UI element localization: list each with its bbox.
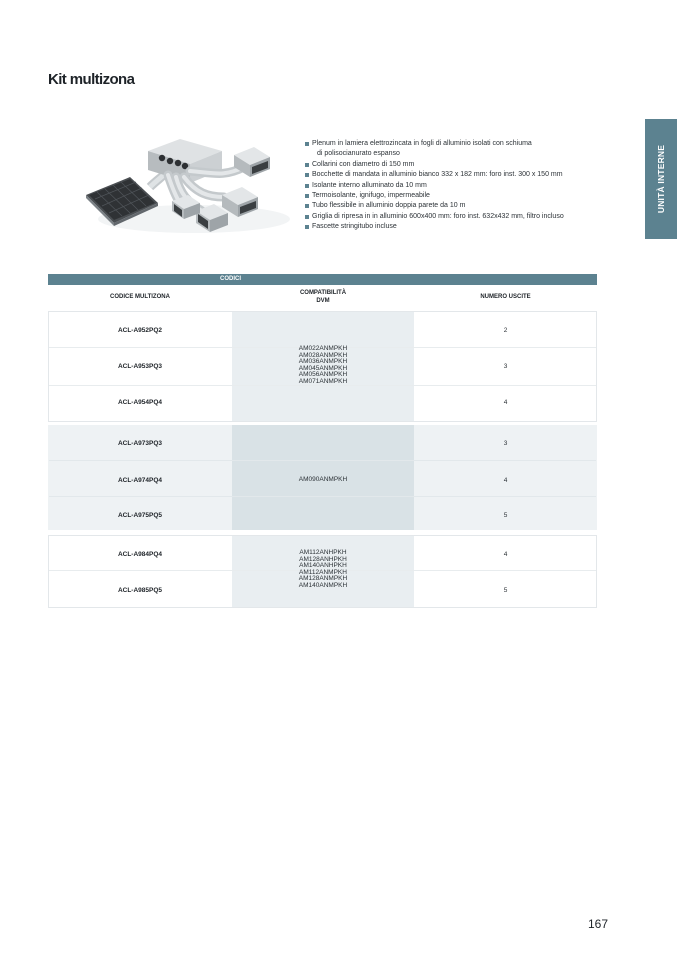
compat-model: AM045ANMPKH bbox=[298, 364, 348, 372]
compat-model: AM128ANMPKH bbox=[298, 575, 348, 583]
row-divider bbox=[49, 460, 596, 461]
column-header-code: CODICE MULTIZONA bbox=[110, 294, 170, 300]
multizone-kit-image bbox=[84, 137, 290, 242]
bullet-square-icon bbox=[305, 142, 309, 146]
page-title: Kit multizona bbox=[48, 71, 135, 88]
compat-list bbox=[232, 346, 414, 386]
table-header-band bbox=[48, 274, 597, 285]
feature-list bbox=[305, 139, 605, 233]
compat-model: AM056ANMPKH bbox=[298, 371, 348, 379]
table-row-outputs: 3 bbox=[503, 363, 508, 370]
feature-item: Termoisolante, ignifugo, impermeabile bbox=[305, 191, 605, 201]
page-number: 167 bbox=[588, 917, 609, 931]
compat-model: AM028ANMPKH bbox=[298, 351, 348, 359]
side-tab[interactable] bbox=[645, 119, 677, 239]
bullet-square-icon bbox=[305, 173, 309, 177]
feature-item-continuation: di polisocianurato espanso bbox=[317, 150, 400, 158]
table-row-code: ACL-A954PQ4 bbox=[117, 399, 163, 406]
feature-item: Plenum in lamiera elettrozincata in fogli di alluminio isolati con schiuma bbox=[305, 139, 605, 149]
compat-model: AM140ANHPKH bbox=[299, 562, 347, 570]
table-row-outputs: 3 bbox=[503, 440, 508, 447]
compat-model: AM071ANMPKH bbox=[298, 377, 348, 385]
table-row-outputs: 4 bbox=[503, 551, 508, 558]
bullet-square-icon bbox=[305, 225, 309, 229]
table-row-outputs: 5 bbox=[503, 587, 508, 594]
bullet-square-icon bbox=[305, 163, 309, 167]
table-row-code: ACL-A973PQ3 bbox=[117, 440, 163, 447]
compat-model: AM128ANHPKH bbox=[299, 555, 347, 563]
table-row-code: ACL-A985PQ5 bbox=[117, 587, 163, 594]
bullet-square-icon bbox=[305, 184, 309, 188]
table-row-code: ACL-A952PQ2 bbox=[117, 327, 163, 334]
table-row-code: ACL-A984PQ4 bbox=[117, 551, 163, 558]
bullet-square-icon bbox=[305, 194, 309, 198]
column-header-compat bbox=[232, 289, 414, 305]
feature-item: Collarini con diametro di 150 mm bbox=[305, 160, 605, 170]
table-row-outputs: 5 bbox=[503, 512, 508, 519]
side-tab-label: UNITÀ INTERNE bbox=[656, 144, 666, 214]
column-header-outputs: NUMERO USCITE bbox=[480, 294, 531, 300]
compat-model: AM112ANMPKH bbox=[299, 568, 347, 576]
feature-item: Tubo flessibile in alluminio doppia parete da 10 m bbox=[305, 201, 605, 211]
compat-list bbox=[232, 477, 414, 484]
feature-item: Griglia di ripresa in in alluminio 600x400 mm: foro inst. 632x432 mm, filtro incluso bbox=[305, 212, 605, 222]
compat-model: AM112ANHPKH bbox=[299, 549, 347, 556]
table-row-outputs: 4 bbox=[503, 399, 508, 406]
column-header-compat-line1: COMPATIBILITÀ bbox=[299, 290, 347, 296]
table-row-code: ACL-A953PQ3 bbox=[117, 363, 163, 370]
bullet-square-icon bbox=[305, 204, 309, 208]
feature-item: Isolante interno alluminato da 10 mm bbox=[305, 181, 605, 191]
column-header-compat-line2: DVM bbox=[316, 298, 330, 304]
table-row-code: ACL-A975PQ5 bbox=[117, 512, 163, 519]
table-row-outputs: 4 bbox=[503, 477, 508, 484]
feature-item: Bocchette di mandata in alluminio bianco 332 x 182 mm: foro inst. 300 x 150 mm bbox=[305, 170, 605, 180]
compat-model: AM022ANMPKH bbox=[298, 345, 348, 352]
codes-label: CODICI bbox=[220, 276, 241, 282]
compat-list bbox=[232, 550, 414, 590]
row-divider bbox=[49, 496, 596, 497]
compat-model: AM140ANMPKH bbox=[298, 581, 348, 589]
feature-item: Fascette stringitubo incluse bbox=[305, 222, 605, 232]
bullet-square-icon bbox=[305, 215, 309, 219]
table-row-code: ACL-A974PQ4 bbox=[117, 477, 163, 484]
table-row-outputs: 2 bbox=[503, 327, 508, 334]
compat-model: AM036ANMPKH bbox=[298, 358, 348, 366]
compat-model: AM090ANMPKH bbox=[298, 476, 348, 483]
